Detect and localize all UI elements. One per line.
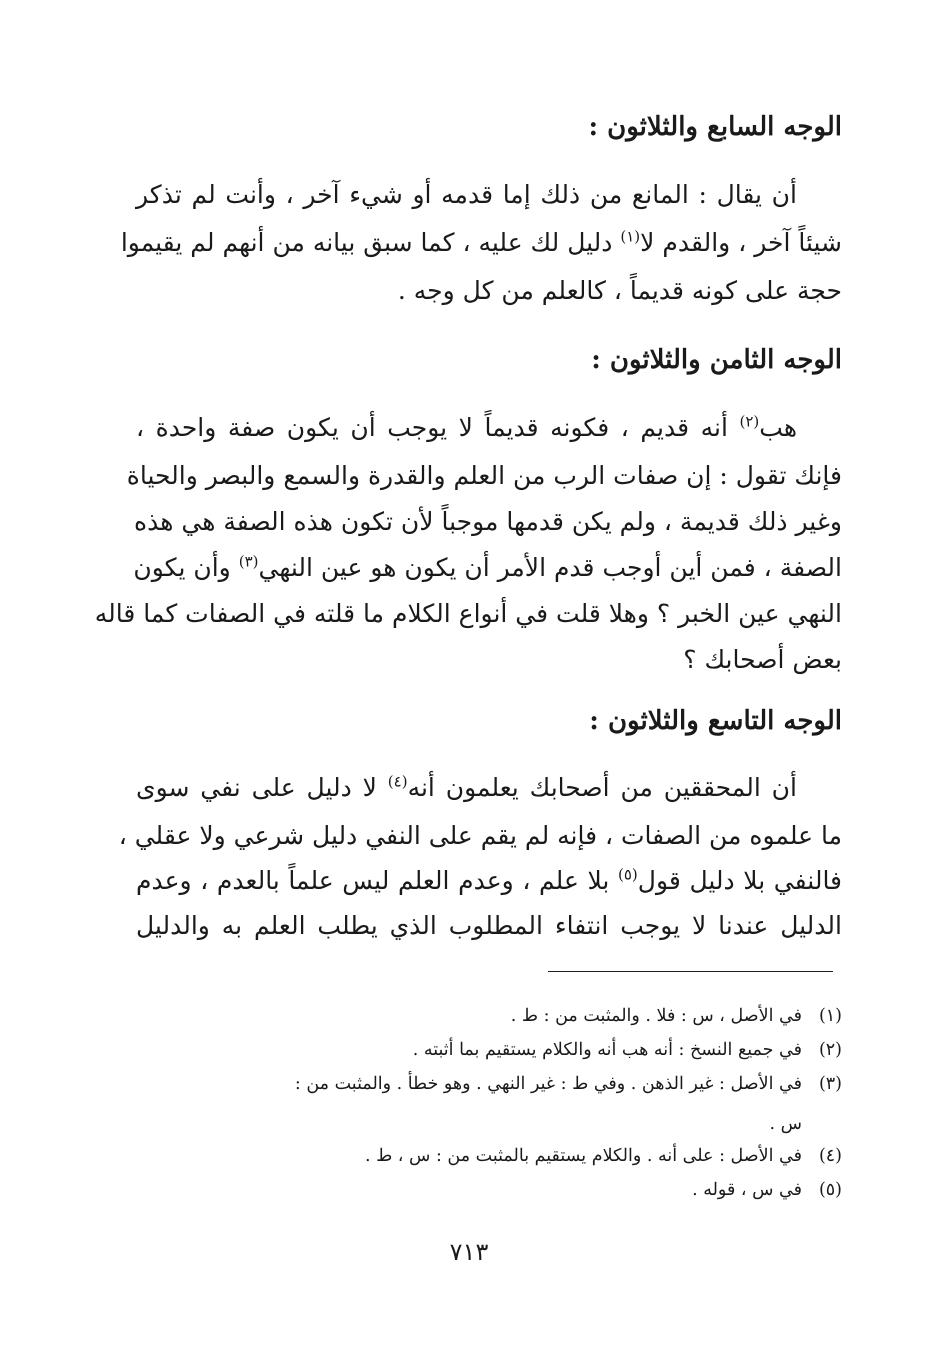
footnote-ref-4[interactable]: (٤)	[387, 772, 408, 791]
text-run: لا دليل على نفي سوى	[136, 773, 388, 802]
paragraph-line	[136, 413, 797, 442]
footnote-separator	[548, 971, 833, 972]
paragraph-line	[120, 227, 842, 257]
text-run: شيئاً آخر ، والقدم لا	[640, 228, 842, 257]
text-run: أنه قديم ، فكونه قديماً لا يوجب أن يكون صفة واحدة ،	[136, 413, 740, 442]
footnote-number: (٣)	[818, 1074, 842, 1094]
paragraph-line: وغير ذلك قديمة ، ولم يكن قدمها موجباً لأن تكون هذه الصفة هي هذه	[134, 507, 842, 536]
footnote-2	[413, 1040, 842, 1060]
paragraph-line: ما علموه من الصفات ، فإنه لم يقم على النفي دليل شرعي ولا عقلي ،	[118, 821, 842, 850]
footnote-3	[295, 1074, 842, 1094]
paragraph-line: بعض أصحابك ؟	[683, 645, 842, 674]
text-run: دليل لك عليه ، كما سبق بيانه من أنهم لم يقيموا	[120, 228, 613, 257]
footnote-text: في الأصل : على أنه . والكلام يستقيم بالمثبت من : س ، ط .	[364, 1146, 802, 1166]
paragraph-line	[133, 552, 842, 582]
section-heading-39: الوجه التاسع والثلاثون :	[589, 706, 842, 736]
footnote-ref-5[interactable]: (٥)	[618, 865, 638, 884]
footnote-5	[692, 1180, 842, 1200]
text-run: أن المحققين من أصحابك يعلمون أنه	[407, 773, 797, 802]
paragraph-line: أن يقال : المانع من ذلك إما قدمه أو شيء آخر ، وأنت لم تذكر	[136, 180, 797, 209]
text-run: هب	[759, 413, 797, 442]
text-run: فالنفي بلا دليل قول	[637, 866, 843, 895]
footnote-number: (٥)	[818, 1180, 842, 1200]
footnote-ref-3[interactable]: (٣)	[238, 552, 259, 571]
footnote-4	[365, 1146, 842, 1166]
paragraph-line: الدليل عندنا لا يوجب انتفاء المطلوب الذي يطلب العلم به والدليل	[136, 911, 842, 940]
text-run: وأن يكون	[133, 553, 239, 582]
paragraph-line: النهي عين الخبر ؟ وهلا قلت في أنواع الكلام ما قلته في الصفات كما قاله	[94, 599, 842, 628]
text-run: بلا علم ، وعدم العلم ليس علماً بالعدم ، وعدم	[136, 866, 618, 895]
footnote-3-continuation: س .	[769, 1114, 802, 1134]
paragraph-line: فإنك تقول : إن صفات الرب من العلم والقدرة والسمع والبصر والحياة	[126, 461, 842, 490]
paragraph-line	[136, 866, 842, 895]
footnote-text: في الأصل : غير الذهن . وفي ط : غير النهي . وهو خطأ . والمثبت من :	[294, 1074, 802, 1094]
text-run: الصفة ، فمن أين أوجب قدم الأمر أن يكون هو عين النهي	[258, 553, 842, 582]
footnote-ref-2[interactable]: (٢)	[739, 412, 760, 431]
footnote-number: (٢)	[818, 1040, 842, 1060]
section-heading-37: الوجه السابع والثلاثون :	[588, 112, 842, 142]
footnote-number: (١)	[818, 1006, 842, 1026]
footnote-text: في جميع النسخ : أنه هب أنه والكلام يستقيم بما أثبته .	[412, 1040, 802, 1060]
paragraph-line: حجة على كونه قديماً ، كالعلم من كل وجه .	[397, 276, 842, 305]
footnote-ref-1[interactable]: (١)	[620, 227, 641, 246]
footnote-text: في الأصل ، س : فلا . والمثبت من : ط .	[510, 1006, 802, 1026]
footnote-number: (٤)	[818, 1146, 842, 1166]
footnote-text: في س ، قوله .	[692, 1180, 802, 1200]
page-number: ٧١٣	[449, 1238, 489, 1266]
paragraph-line	[136, 773, 797, 802]
footnote-1	[511, 1006, 842, 1026]
section-heading-38: الوجه الثامن والثلاثون :	[591, 345, 842, 375]
